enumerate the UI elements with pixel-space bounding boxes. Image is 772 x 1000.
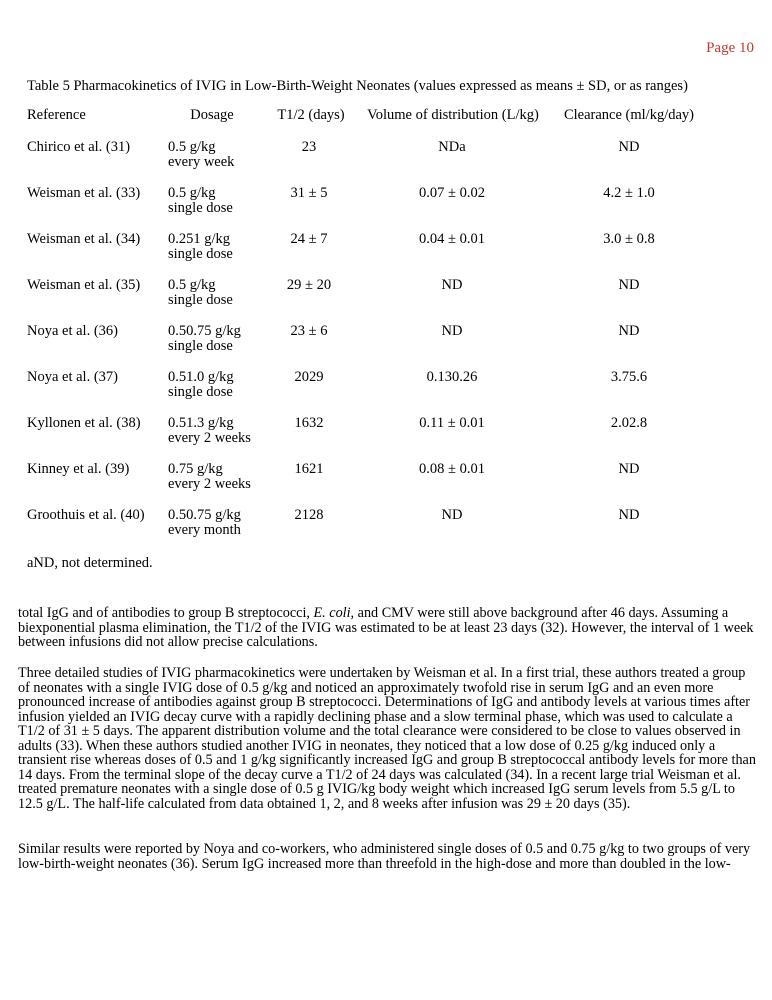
cell-clearance: ND: [618, 139, 640, 155]
pharmacokinetics-table: [27, 108, 727, 554]
header-reference: Reference: [27, 107, 86, 123]
cell-dosage: [168, 186, 268, 216]
cell-clearance: ND: [618, 461, 640, 477]
cell-t12: 23 ± 6: [290, 323, 328, 339]
para1-text-a: total IgG and of antibodies to group B streptococci,: [18, 605, 314, 621]
table-row: [27, 278, 727, 324]
cell-t12: 1632: [294, 415, 324, 431]
table-row: [27, 232, 727, 278]
para1-text-b: and CMV were still above background after 46 days. Assuming a biexponential plasma elimination, the T1/2 of the IVIG was estimated to be at least 23 days (32). However, the interval of 1 week between infusions did not allow precise calculations.: [18, 605, 754, 650]
cell-t12: 23: [301, 139, 317, 155]
dosage-regimen: single dose: [168, 384, 233, 400]
cell-reference: Groothuis et al. (40): [27, 507, 145, 523]
cell-volume: NDa: [438, 139, 466, 155]
dosage-amount: 0.51.0 g/kg: [168, 369, 234, 385]
dosage-amount: 0.5 g/kg: [168, 185, 216, 201]
body-paragraph-3: Similar results were reported by Noya and co-workers, who administered single doses of 0.5 and 0.75 g/kg to two groups of very low-birth-weight neonates (36). Serum IgG increased more than threefold in the high-dose and more than doubled in the low-: [18, 841, 751, 872]
cell-t12: 1621: [294, 461, 324, 477]
dosage-amount: 0.75 g/kg: [168, 461, 223, 477]
cell-dosage: [168, 416, 268, 446]
cell-dosage: [168, 232, 268, 262]
table-row: [27, 416, 727, 462]
table-row: [27, 508, 727, 554]
cell-t12: 2128: [294, 507, 324, 523]
cell-reference: Weisman et al. (35): [27, 277, 141, 293]
dosage-regimen: every 2 weeks: [168, 430, 251, 446]
cell-clearance: ND: [618, 507, 640, 523]
table-row: [27, 140, 727, 186]
table-row: [27, 186, 727, 232]
cell-dosage: [168, 140, 268, 170]
dosage-amount: 0.50.75 g/kg: [168, 507, 241, 523]
cell-volume: 0.11 ± 0.01: [419, 415, 485, 431]
cell-clearance: 4.2 ± 1.0: [603, 185, 655, 201]
cell-volume: 0.08 ± 0.01: [419, 461, 485, 477]
header-dosage: Dosage: [190, 107, 234, 123]
body-paragraph-2: Three detailed studies of IVIG pharmacokinetics were undertaken by Weisman et al. In a first trial, these authors treated a group of neonates with a single IVIG dose of 0.5 g/kg and noticed an approximately twofold rise in serum IgG and an even more pronounced increase of antibodies against group B streptococci. Determinations of IgG and antibody levels at various times after infusion yielded an IVIG decay curve with a rapidly declining phase and a slow terminal phase, which was used to calculate a T1/2 of 31 ± 5 days. The apparent distribution volume and the total clearance were considered to be close to values observed in adults (33). When these authors studied another IVIG in neonates, they noticed that a low dose of 0.25 g/kg induced only a transient rise whereas doses of 0.5 and 1 g/kg significantly increased IgG and group B streptococcal antibody levels for more than 14 days. From the terminal slope of the decay curve a T1/2 of 24 days was calculated (34). In a recent large trial Weisman et al. treated premature neonates with a single dose of 0.5 g IVIG/kg body weight which increased IgG serum levels from 5.5 g/L to 12.5 g/L. The half-life calculated from data obtained 1, 2, and 8 weeks after infusion was 29 ± 20 days (35).: [18, 665, 756, 812]
cell-reference: Weisman et al. (34): [27, 231, 141, 247]
dosage-amount: 0.251 g/kg: [168, 231, 231, 247]
cell-volume: ND: [441, 507, 463, 523]
cell-clearance: 2.02.8: [610, 415, 648, 431]
cell-clearance: ND: [618, 277, 640, 293]
dosage-regimen: every month: [168, 522, 241, 538]
cell-reference: Kyllonen et al. (38): [27, 415, 141, 431]
table-row: [27, 462, 727, 508]
cell-reference: Noya et al. (37): [27, 369, 118, 385]
cell-clearance: 3.75.6: [610, 369, 648, 385]
para1-ecoli: E. coli,: [313, 605, 355, 621]
cell-dosage: [168, 370, 268, 400]
cell-dosage: [168, 508, 268, 538]
header-t12: T1/2 (days): [277, 107, 345, 123]
header-volume: Volume of distribution (L/kg): [367, 107, 539, 123]
cell-volume: 0.130.26: [426, 369, 478, 385]
cell-reference: Chirico et al. (31): [27, 139, 131, 155]
cell-t12: 29 ± 20: [286, 277, 332, 293]
table-header-row: [27, 108, 727, 140]
dosage-regimen: single dose: [168, 246, 233, 262]
table-footnote: aND, not determined.: [27, 555, 153, 571]
dosage-regimen: single dose: [168, 338, 233, 354]
header-clearance: Clearance (ml/kg/day): [563, 107, 695, 123]
cell-dosage: [168, 278, 268, 308]
dosage-amount: 0.51.3 g/kg: [168, 415, 234, 431]
cell-dosage: [168, 462, 268, 492]
cell-volume: ND: [441, 323, 463, 339]
cell-t12: 24 ± 7: [290, 231, 328, 247]
cell-clearance: 3.0 ± 0.8: [603, 231, 655, 247]
table-body: [27, 140, 727, 554]
cell-volume: 0.07 ± 0.02: [419, 185, 485, 201]
dosage-regimen: single dose: [168, 200, 233, 216]
page-number: Page 10: [706, 40, 754, 56]
table-row: [27, 324, 727, 370]
cell-volume: 0.04 ± 0.01: [419, 231, 485, 247]
cell-reference: Kinney et al. (39): [27, 461, 130, 477]
cell-t12: 2029: [294, 369, 324, 385]
cell-reference: Noya et al. (36): [27, 323, 118, 339]
dosage-amount: 0.5 g/kg: [168, 139, 216, 155]
dosage-regimen: every 2 weeks: [168, 476, 251, 492]
cell-dosage: [168, 324, 268, 354]
table-row: [27, 370, 727, 416]
dosage-regimen: single dose: [168, 292, 233, 308]
cell-clearance: ND: [618, 323, 640, 339]
dosage-regimen: every week: [168, 154, 235, 170]
body-paragraph-1: [18, 606, 758, 650]
dosage-amount: 0.50.75 g/kg: [168, 323, 241, 339]
cell-t12: 31 ± 5: [290, 185, 328, 201]
dosage-amount: 0.5 g/kg: [168, 277, 216, 293]
cell-reference: Weisman et al. (33): [27, 185, 141, 201]
cell-volume: ND: [441, 277, 463, 293]
table-caption: Table 5 Pharmacokinetics of IVIG in Low-Birth-Weight Neonates (values expressed as means ± SD, or as ranges): [27, 78, 688, 94]
